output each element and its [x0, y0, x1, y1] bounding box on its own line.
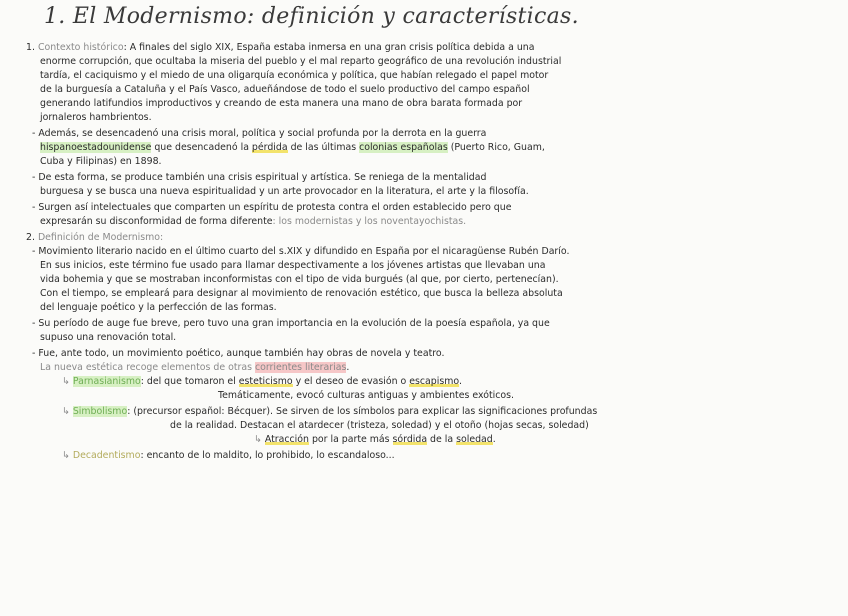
note-text: La nueva estética recoge elementos de otras — [40, 362, 255, 373]
note-line — [32, 318, 550, 329]
arrow-icon: ↳ — [62, 376, 70, 387]
bullet: - — [32, 172, 36, 183]
bullet: - — [32, 128, 36, 139]
note-text: que desencadenó la — [151, 142, 252, 153]
note-text: por la parte más — [308, 434, 393, 445]
note-line — [32, 246, 569, 257]
highlight-green: colonias españolas — [359, 142, 448, 153]
note-line: del lenguaje poético y la perfección de las formas. — [40, 302, 277, 313]
note-line: Cuba y Filipinas) en 1898. — [40, 156, 162, 167]
note-line — [26, 42, 535, 53]
highlight-yellow: esteticismo — [238, 376, 293, 387]
section-label: Contexto histórico — [37, 42, 124, 53]
item-number: 1. — [26, 42, 35, 53]
note-text: y el deseo de evasión o — [292, 376, 410, 387]
note-text: Además, se desencadenó una crisis moral, política y social profunda por la derrota en la guerra — [38, 128, 487, 139]
note-text: : los modernistas y los noventayochistas. — [272, 216, 467, 227]
note-line — [62, 450, 395, 461]
note-text: : encanto de lo maldito, lo prohibido, lo escandaloso... — [140, 450, 395, 461]
note-line: enorme corrupción, que ocultaba la miseria del pueblo y el mal reparto geográfico de una revolución industrial — [40, 56, 562, 67]
note-text: expresarán su disconformidad de forma diferente — [40, 216, 273, 227]
note-line — [40, 216, 466, 227]
note-line — [40, 362, 349, 373]
note-text: . — [458, 376, 462, 387]
note-line — [254, 434, 496, 445]
note-line: burguesa y se busca una nueva espiritualidad y un arte provocador en la literatura, el arte y la filosofía. — [40, 186, 529, 197]
highlight-yellow: sórdida — [392, 434, 428, 445]
note-text: : A finales del siglo XIX, España estaba inmersa en una gran crisis política debida a una — [123, 42, 535, 53]
bullet: - — [32, 348, 36, 359]
note-line: de la burguesía a Cataluña y el País Vasco, adueñándose de todo el suelo productivo del campo español — [40, 84, 530, 95]
arrow-icon: ↳ — [62, 406, 70, 417]
note-line — [32, 172, 486, 183]
bullet: - — [32, 202, 36, 213]
highlight-green: hispanoestadounidense — [40, 142, 152, 153]
note-line — [40, 142, 545, 153]
note-text: . — [346, 362, 350, 373]
note-line — [62, 406, 597, 417]
term-decadentismo: Decadentismo — [72, 450, 141, 461]
bullet: - — [32, 246, 36, 257]
note-line: jornaleros hambrientos. — [40, 112, 152, 123]
highlight-yellow: Atracción — [264, 434, 309, 445]
note-line — [62, 376, 462, 387]
note-text: De esta forma, se produce también una crisis espiritual y artística. Se reniega de la mentalidad — [38, 172, 487, 183]
note-line: tardía, el caciquismo y el miedo de una oligarquía económica y política, que habían relegado el papel motor — [40, 70, 549, 81]
note-text: . — [492, 434, 496, 445]
note-text: de las últimas — [287, 142, 360, 153]
note-text: Fue, ante todo, un movimiento poético, aunque también hay obras de novela y teatro. — [38, 348, 445, 359]
note-text: Surgen así intelectuales que comparten un espíritu de protesta contra el orden establecido pero que — [38, 202, 512, 213]
note-line — [26, 232, 163, 243]
note-text: Movimiento literario nacido en el último cuarto del s.XIX y difundido en España por el nicaragüense Rubén Darío. — [38, 246, 570, 257]
arrow-icon: ↳ — [62, 450, 70, 461]
note-line: Temáticamente, evocó culturas antiguas y ambientes exóticos. — [218, 390, 514, 401]
page-title: 1. El Modernismo: definición y características. — [44, 4, 579, 29]
bullet: - — [32, 318, 36, 329]
highlight-yellow: soledad — [456, 434, 493, 445]
highlight-yellow: escapismo — [409, 376, 459, 387]
note-text: : (precursor español: Bécquer). Se sirven de los símbolos para explicar las significaciones profundas — [127, 406, 598, 417]
note-line: Con el tiempo, se empleará para designar al movimiento de renovación estético, que busca la belleza absoluta — [40, 288, 563, 299]
arrow-icon: ↳ — [254, 434, 262, 445]
note-line — [32, 202, 511, 213]
note-line — [32, 128, 486, 139]
note-line: generando latifundios improductivos y creando de esta manera una mano de obra barata formada por — [40, 98, 523, 109]
note-text: (Puerto Rico, Guam, — [447, 142, 545, 153]
note-text: : del que tomaron el — [140, 376, 239, 387]
term-parnasianismo: Parnasianismo — [72, 376, 141, 387]
item-number: 2. — [26, 232, 35, 243]
note-line: supuso una renovación total. — [40, 332, 177, 343]
note-line: de la realidad. Destacan el atardecer (tristeza, soledad) y el otoño (hojas secas, soledad) — [170, 420, 589, 431]
note-text: de la — [427, 434, 457, 445]
note-line: En sus inicios, este término fue usado para llamar despectivamente a los jóvenes artistas que llevaban una — [40, 260, 546, 271]
highlight-yellow: pérdida — [251, 142, 288, 153]
note-line: vida bohemia y que se mostraban inconformistas con el tipo de vida burgués (al que, por cierto, pertenecían). — [40, 274, 559, 285]
note-text: Su período de auge fue breve, pero tuvo una gran importancia en la evolución de la poesía española, ya que — [38, 318, 550, 329]
section-label: Definición de Modernismo: — [37, 232, 164, 243]
note-line — [32, 348, 444, 359]
term-simbolismo: Simbolismo — [72, 406, 128, 417]
highlight-pink: corrientes literarias — [254, 362, 347, 373]
